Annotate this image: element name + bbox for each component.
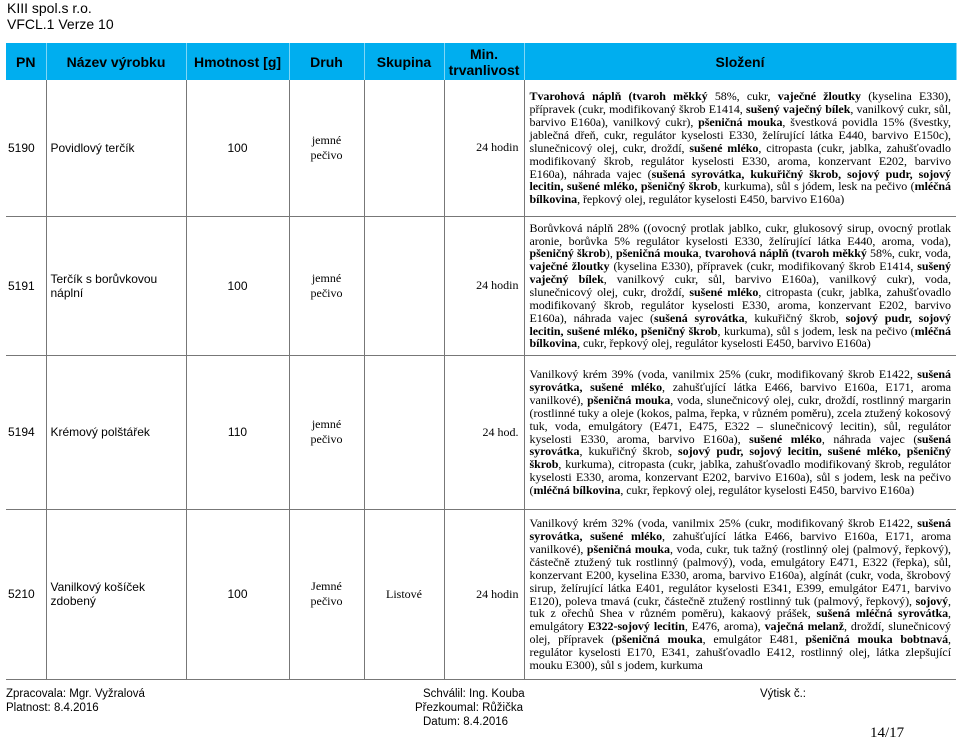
col-header-pn: PN [6,43,46,80]
product-type: jemné pečivo [289,80,364,216]
ingredient-text: , citropasta (cukr, jablka, zahušťovadlo modifikovaný škrob, regulátor kyselosti E330, aroma, konzervant E202, barvivo E160a), náhrada vajec ( [529,140,951,181]
ingredient-text: , kurkuma), citropasta (cukr, jablka, zahušťovadlo modifikovaný škrob, regulátor kyselosti E330, aroma, konzervant E202, barvivo E160a), sůl s jodem, lesk na pečivo ( [529,457,951,497]
allergen-text: tvarohová náplň (tvaroh měkký [704,246,867,261]
composition-text [524,80,956,216]
table-row [6,80,956,216]
ingredient-text: , zahušťující látka E466, barvivo E160a, E171, aroma vanilkové), [529,529,951,557]
ingredient-text: , cukr, řepkový olej, regulátor kyselosti E450, barvivo E160a) [577,336,871,351]
ingredient-text: , [698,246,705,261]
allergen-text: sojový pudr, sojový lecitin, sušené mléko, pšeničný škrob [529,444,951,472]
allergen-text: mléčná bílkovina [533,482,621,497]
ingredient-text: , voda, slunečnicový olej, cukr, droždí, rostlinný margarin (rostlinné tuky a oleje (kokos, palma, řepka, v různém poměru), zcela ztužený kokosový tuk, voda, emulgátory (E471, E475, E322 – slunečnicový lecitin), sůl, regulátor kyselosti E330, aroma, barvivo E160a), [529,392,952,446]
product-group [364,355,444,509]
table-header-row [6,43,956,80]
allergen-text: pšeničná mouka [587,392,671,407]
ingredient-text: Vanilkový krém 39% (voda, vanilmix 25% (cukr, modifikovaný škrob E1422, [529,367,918,382]
ingredient-text: Borůvková náplň 28% ((ovocný protlak jablko, cukr, glukosový sirup, ovocný protlak aronie, borůvka 5% regulátor kyselosti E330, želírující látka E440, aroma, voda), [529,220,951,248]
allergen-text: sušená mléčná syrovátka [816,606,949,621]
product-group [364,80,444,216]
allergen-text: E322-sojový lecitin [587,619,685,634]
product-table [6,43,957,680]
product-number: 5190 [6,80,46,216]
product-name: Terčík s borůvkovou náplní [46,216,186,355]
product-name: Krémový polštářek [46,355,186,509]
product-name: Vanilkový košíček zdobený [46,509,186,679]
allergen-text: vaječná melanž [764,619,844,634]
composition-text [524,216,956,355]
ingredient-text: , kurkuma), sůl s jodem, lesk na pečivo ( [717,323,915,338]
allergen-text: sušená syrovátka [529,431,952,459]
allergen-text: pšeničný škrob [529,246,606,261]
product-type: Jemné pečivo [289,509,364,679]
ingredient-text: , kukuřičný škrob, [744,310,846,325]
ingredient-text: , citropasta (cukr, jablka, zahušťovadlo modifikovaný škrob, regulátor kyselosti E330, aroma, konzervant E202, barvivo E160a), náhrada vajec ( [529,285,951,325]
approved-by: Schválil: Ing. Kouba [423,688,525,700]
product-type: jemné pečivo [289,355,364,509]
ingredient-text: Vanilkový krém 32% (voda, vanilmix 25% (cukr, modifikovaný škrob E1422, [529,516,918,531]
ingredient-text: , švestková povidla 15% (švestky, jablečná dřeň, cukr, regulátor kyselosti E330, želírující látka E440, barvivo E150c), slunečnicový olej, cukr, droždí, [529,115,951,155]
product-weight: 110 [186,355,289,509]
company-name: KIII spol.s r.o. [7,0,92,16]
ingredient-text: , náhrada vajec ( [821,431,918,446]
ingredient-text: , zahušťující látka E466, barvivo E160a, E171, aroma vanilkové), [529,380,951,407]
product-type: jemné pečivo [289,216,364,355]
ingredient-text: , vanilkový cukr, sůl, barvivo E160a), vanilkový cukr), [529,102,951,130]
allergen-text: sojový [915,593,949,608]
product-name: Povidlový terčík [46,80,186,216]
allergen-text: pšeničná mouka [616,246,699,261]
product-number: 5210 [6,509,46,679]
product-number: 5191 [6,216,46,355]
col-header-composition: Složení [524,43,956,80]
composition-text [524,509,956,679]
allergen-text: mléčná bílkovina [529,179,951,207]
shelf-life: 24 hodin [444,216,524,355]
ingredient-text: (kyselina E330), přípravek (cukr, modifikovaný škrob E1414, [609,259,918,274]
allergen-text: sojový pudr, sojový lecitin, sušené mléko, pšeničný škrob [529,310,951,338]
allergen-text: sušené mléko [689,285,759,299]
product-weight: 100 [186,216,289,355]
allergen-text: sušené mléko [689,140,759,155]
col-header-shelf-life: Min. trvanlivost [444,43,524,80]
ingredient-text: , emulgátor E481, [702,632,806,647]
allergen-text: sušený vaječný bílek [746,102,851,117]
product-group: Listové [364,509,444,679]
allergen-text: sušená syrovátka, sušené mléko [529,516,951,544]
product-number: 5194 [6,355,46,509]
page-number: 14/17 [870,725,905,741]
allergen-text: pšeničná mouka bobtnavá [805,632,949,647]
table-row [6,355,956,509]
shelf-life: 24 hod. [444,355,524,509]
ingredient-text: , E476, aroma), [684,619,765,634]
table-row [6,216,956,355]
product-weight: 100 [186,509,289,679]
allergen-text: Tvarohová náplň (tvaroh měkký [529,89,708,104]
col-header-name: Název výrobku [46,43,186,80]
allergen-text: sušený vaječný bílek [529,259,952,287]
allergen-text: vaječné žloutky [777,89,861,104]
valid-from: Platnost: 8.4.2016 [6,702,99,714]
allergen-text: pšeničná mouka [698,115,783,130]
allergen-text: sušená syrovátka, kukuřičný škrob, sojový pudr, sojový lecitin, sušené mléko, pšeničný škrob [529,166,951,194]
ingredient-text: , tuk z ořechů Shea v různém poměru), kakaový prášek, [529,593,951,621]
ingredient-text: 58%, cukr, voda, [866,246,951,261]
allergen-text: sušené mléko [749,431,822,446]
col-header-type: Druh [289,43,364,80]
table-row [6,509,956,679]
allergen-text: mléčná bílkovina [529,323,951,351]
ingredient-text: , emulgátory [529,606,951,634]
allergen-text: sušená syrovátka, sušené mléko [529,367,951,395]
ingredient-text: ), [605,246,617,261]
ingredient-text: , vanilkový cukr, sůl, barvivo E160a), vanilkový cukr), voda, slunečnicový olej, cukr, droždí, [529,272,951,299]
ingredient-text: , kurkuma), sůl s jódem, lesk na pečivo ( [717,179,915,194]
allergen-text: vaječné žloutky [529,259,610,274]
reviewed-by: Přezkoumal: Růžička [415,702,524,714]
ingredient-text: , řepkový olej, regulátor kyselosti E450, barvivo E160a) [577,192,845,207]
copy-number: Výtisk č.: [760,688,807,700]
col-header-group: Skupina [364,43,444,80]
product-weight: 100 [186,80,289,216]
document-version: VFCL.1 Verze 10 [7,16,114,32]
ingredient-text: , droždí, slunečnicový olej, přípravek ( [529,619,951,647]
allergen-text: pšeničná mouka [586,542,670,557]
ingredient-text: 58%, cukr, [707,89,778,104]
document-date: Datum: 8.4.2016 [423,716,509,728]
shelf-life: 24 hodin [444,509,524,679]
composition-text [524,355,956,509]
product-group [364,216,444,355]
prepared-by: Zpracovala: Mgr. Vyžralová [6,688,145,700]
allergen-text: sušená syrovátka [653,310,745,325]
ingredient-text: , voda, cukr, tuk tažný (rostlinný olej (palmový, řepkový), částečně ztužený tuk rostlinný (palmový), voda, emulgátory E471, E322 (řepka), sůl, konzervant E200, kyselina E330, aroma, barvivo E160a), algínát (cukr, voda, škrobový sirup, želírující látka E401, regulátor kyselosti E341, E399, emulgátor E471, barvivo E120), poleva tmavá (cukr, částečně ztužený rostlinný tuk (palmový, řepkový), [529,542,951,608]
allergen-text: pšeničná mouka [615,632,703,647]
ingredient-text: (kyselina E330), přípravek (cukr, modifikovaný škrob E1414, [529,89,952,117]
ingredient-text: , regulátor kyselosti E170, E341, zahušťovadlo E412, rostlinný olej, látka zlepšující mouku E300), sůl s jodem, kurkuma [529,632,951,672]
shelf-life: 24 hodin [444,80,524,216]
col-header-weight: Hmotnost [g] [186,43,289,80]
ingredient-text: , cukr, řepkový olej, regulátor kyselosti E450, barvivo E160a) [620,482,915,497]
ingredient-text: , kukuřičný škrob, [579,444,679,459]
